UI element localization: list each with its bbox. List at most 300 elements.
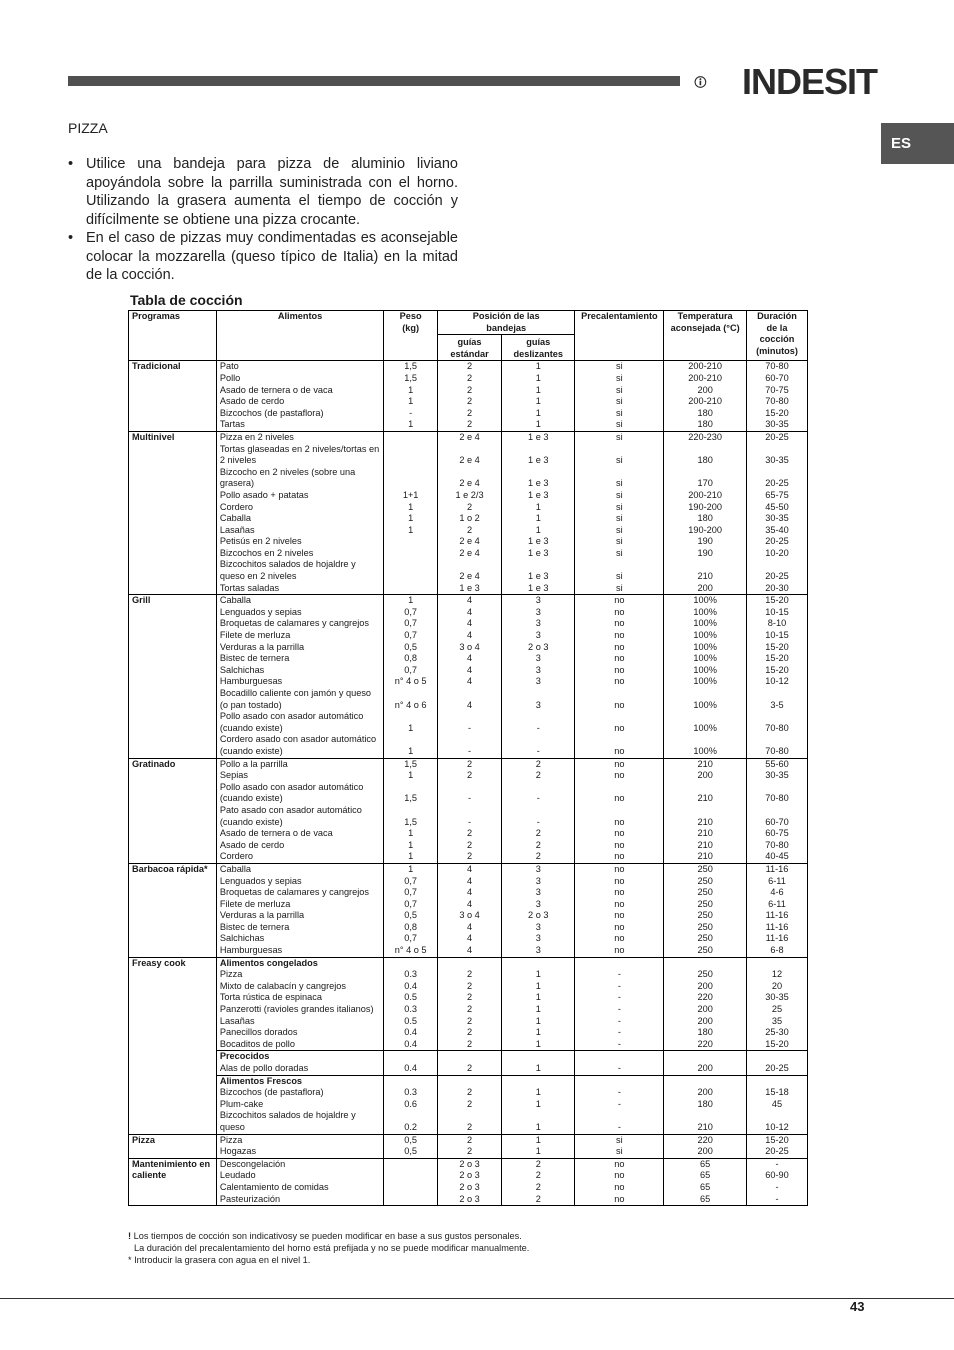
food-cell: Pasteurización [216,1194,383,1206]
sliding-guide-cell [502,1051,575,1063]
preheat-cell: si [575,1134,664,1146]
sliding-guide-cell: 1 [502,1134,575,1146]
temperature-cell: 65 [664,1182,747,1194]
food-cell: Sepias [216,770,383,782]
sliding-guide-cell: 1 [502,1087,575,1099]
note-line [128,1230,529,1242]
sliding-guide-cell [502,957,575,969]
duration-cell: 45-50 [746,502,807,514]
temperature-cell: 200 [664,1016,747,1028]
weight-cell [384,1170,438,1182]
preheat-cell: no [575,782,664,805]
preheat-cell: no [575,828,664,840]
duration-cell: - [746,1182,807,1194]
table-row [129,431,808,443]
food-cell: Alimentos Frescos [216,1075,383,1087]
table-body [129,361,808,1206]
standard-guide-cell: 2 [438,828,502,840]
table-row [129,1075,808,1087]
table-row [129,642,808,654]
standard-guide-cell: 2 o 3 [438,1182,502,1194]
temperature-cell: 100% [664,653,747,665]
table-row [129,408,808,420]
sliding-guide-cell: 1 [502,525,575,537]
duration-cell: 15-20 [746,1134,807,1146]
preheat-cell: - [575,1087,664,1099]
sliding-guide-cell: 1 e 3 [502,548,575,560]
food-cell: Pizza [216,969,383,981]
preheat-cell: si [575,396,664,408]
duration-cell: 30-35 [746,770,807,782]
weight-cell: 1 [384,502,438,514]
header-guias-deslizantes: guías deslizantes [502,335,575,361]
duration-cell: 40-45 [746,851,807,863]
preheat-cell: no [575,758,664,770]
standard-guide-cell: 4 [438,688,502,711]
preheat-cell: si [575,559,664,582]
preheat-cell: si [575,419,664,431]
standard-guide-cell: 2 [438,992,502,1004]
temperature-cell: 200-210 [664,373,747,385]
temperature-cell: 200-210 [664,490,747,502]
temperature-cell: 100% [664,607,747,619]
food-cell: Salchichas [216,665,383,677]
sliding-guide-cell: - [502,711,575,734]
sliding-guide-cell: 1 [502,1004,575,1016]
food-cell: Bocadillo caliente con jamón y queso (o pan tostado) [216,688,383,711]
food-cell: Caballa [216,863,383,875]
food-cell: Verduras a la parrilla [216,642,383,654]
table-row [129,618,808,630]
duration-cell: 15-20 [746,595,807,607]
food-cell: Bocaditos de pollo [216,1039,383,1051]
preheat-cell: no [575,642,664,654]
weight-cell: 0.2 [384,1110,438,1134]
preheat-cell: no [575,887,664,899]
weight-cell [384,1158,438,1170]
program-cell: Tradicional [129,361,217,432]
preheat-cell: si [575,525,664,537]
standard-guide-cell: - [438,805,502,828]
weight-cell: 1 [384,525,438,537]
weight-cell: 0,7 [384,618,438,630]
duration-cell: 6-11 [746,876,807,888]
standard-guide-cell: 4 [438,595,502,607]
weight-cell: 0.5 [384,1016,438,1028]
preheat-cell: si [575,502,664,514]
weight-cell [384,536,438,548]
food-cell: Pato asado con asador automático (cuando existe) [216,805,383,828]
food-cell: Caballa [216,595,383,607]
sliding-guide-cell: 1 [502,969,575,981]
table-row [129,525,808,537]
preheat-cell: si [575,444,664,467]
standard-guide-cell: - [438,711,502,734]
preheat-cell: no [575,688,664,711]
sliding-guide-cell: 3 [502,863,575,875]
food-cell: Pizza en 2 niveles [216,431,383,443]
table-row [129,665,808,677]
table-row [129,770,808,782]
sliding-guide-cell: 3 [502,676,575,688]
temperature-cell: 200 [664,770,747,782]
table-row [129,981,808,993]
preheat-cell: no [575,618,664,630]
food-cell: Panzerotti (ravioles grandes italianos) [216,1004,383,1016]
weight-cell: 1 [384,419,438,431]
duration-cell: 20-25 [746,559,807,582]
weight-cell: - [384,408,438,420]
table-row [129,1004,808,1016]
weight-cell: 0.4 [384,1063,438,1075]
weight-cell: 0.4 [384,1039,438,1051]
food-cell: Hamburguesas [216,676,383,688]
duration-cell: 10-12 [746,1110,807,1134]
preheat-cell: no [575,770,664,782]
weight-cell: 0,7 [384,630,438,642]
preheat-cell: no [575,805,664,828]
standard-guide-cell: 4 [438,665,502,677]
weight-cell: 0.3 [384,1004,438,1016]
table-row [129,396,808,408]
weight-cell: 0.4 [384,1027,438,1039]
temperature-cell: 100% [664,618,747,630]
sliding-guide-cell: 1 [502,396,575,408]
cooking-table [128,310,808,1206]
standard-guide-cell: 1 e 2/3 [438,490,502,502]
header-programas: Programas [129,311,217,361]
food-cell: Hogazas [216,1146,383,1158]
food-cell: Calentamiento de comidas [216,1182,383,1194]
sliding-guide-cell: 1 [502,1027,575,1039]
header-duracion: Duración de la cocción (minutos) [746,311,807,361]
preheat-cell: si [575,431,664,443]
program-cell: Multinivel [129,431,217,594]
weight-cell: 0.4 [384,981,438,993]
sliding-guide-cell: 3 [502,899,575,911]
preheat-cell: no [575,899,664,911]
preheat-cell: - [575,1110,664,1134]
standard-guide-cell: 2 [438,1016,502,1028]
standard-guide-cell: 2 [438,502,502,514]
preheat-cell: - [575,969,664,981]
table-row [129,548,808,560]
duration-cell: 60-70 [746,373,807,385]
food-cell: Plum-cake [216,1099,383,1111]
weight-cell: 0,8 [384,922,438,934]
weight-cell [384,583,438,595]
header-peso: Peso (kg) [384,311,438,361]
duration-cell: 3-5 [746,688,807,711]
preheat-cell: - [575,1039,664,1051]
weight-cell: 0,5 [384,1146,438,1158]
preheat-cell: si [575,548,664,560]
temperature-cell: 100% [664,688,747,711]
standard-guide-cell: 2 e 4 [438,536,502,548]
table-row [129,992,808,1004]
food-cell: Lenguados y sepias [216,607,383,619]
table-row [129,419,808,431]
standard-guide-cell: 2 [438,770,502,782]
preheat-cell: no [575,851,664,863]
table-row [129,653,808,665]
duration-cell: 70-80 [746,840,807,852]
duration-cell: 30-35 [746,992,807,1004]
sliding-guide-cell: 1 e 3 [502,467,575,490]
preheat-cell: - [575,1099,664,1111]
standard-guide-cell: 2 e 4 [438,559,502,582]
duration-cell: 20-25 [746,431,807,443]
standard-guide-cell: 2 [438,1110,502,1134]
standard-guide-cell: 2 [438,419,502,431]
weight-cell: 0,7 [384,665,438,677]
food-cell: Salchichas [216,933,383,945]
temperature-cell: 250 [664,969,747,981]
food-cell: Pollo asado + patatas [216,490,383,502]
standard-guide-cell: 4 [438,933,502,945]
food-cell: Asado de cerdo [216,396,383,408]
bullet-item [68,229,458,285]
standard-guide-cell: 2 [438,851,502,863]
preheat-cell: no [575,630,664,642]
temperature-cell: 220 [664,992,747,1004]
duration-cell: 30-35 [746,419,807,431]
sliding-guide-cell: 2 [502,1194,575,1206]
duration-cell: 65-75 [746,490,807,502]
temperature-cell: 250 [664,945,747,957]
food-cell: Petisús en 2 niveles [216,536,383,548]
weight-cell: 0,7 [384,887,438,899]
table-row [129,828,808,840]
sliding-guide-cell: 1 [502,1039,575,1051]
sliding-guide-cell: 3 [502,945,575,957]
standard-guide-cell: 2 [438,385,502,397]
sliding-guide-cell: 1 [502,1063,575,1075]
weight-cell: 0.6 [384,1099,438,1111]
table-row [129,711,808,734]
table-row [129,805,808,828]
sliding-guide-cell: 3 [502,665,575,677]
food-cell: Tortas glaseadas en 2 niveles/tortas en 2 niveles [216,444,383,467]
standard-guide-cell: 2 [438,1099,502,1111]
duration-cell: - [746,1194,807,1206]
sliding-guide-cell: 1 e 3 [502,536,575,548]
duration-cell: 11-16 [746,933,807,945]
table-row [129,782,808,805]
duration-cell: 15-18 [746,1087,807,1099]
weight-cell: 1 [384,396,438,408]
preheat-cell: si [575,373,664,385]
food-cell: Descongelación [216,1158,383,1170]
food-cell: Asado de ternera o de vaca [216,828,383,840]
temperature-cell: 210 [664,1110,747,1134]
food-cell: Tartas [216,419,383,431]
food-cell: Filete de merluza [216,630,383,642]
temperature-cell: 220 [664,1134,747,1146]
duration-cell: - [746,1158,807,1170]
preheat-cell: si [575,408,664,420]
food-cell: Broquetas de calamares y cangrejos [216,887,383,899]
food-cell: Bizcochitos salados de hojaldre y queso en 2 niveles [216,559,383,582]
table-row [129,676,808,688]
duration-cell: 20-25 [746,467,807,490]
sliding-guide-cell: 3 [502,653,575,665]
temperature-cell: 210 [664,782,747,805]
standard-guide-cell: 2 [438,981,502,993]
weight-cell [384,559,438,582]
table-row [129,595,808,607]
temperature-cell: 100% [664,676,747,688]
sliding-guide-cell: 1 [502,361,575,373]
temperature-cell: 180 [664,419,747,431]
temperature-cell: 210 [664,758,747,770]
preheat-cell: - [575,992,664,1004]
duration-cell: 10-20 [746,548,807,560]
weight-cell: 1,5 [384,782,438,805]
preheat-cell: no [575,876,664,888]
table-row [129,910,808,922]
duration-cell: 60-90 [746,1170,807,1182]
preheat-cell: - [575,1027,664,1039]
table-row [129,502,808,514]
food-cell: Cordero [216,851,383,863]
preheat-cell: no [575,840,664,852]
sliding-guide-cell: 3 [502,595,575,607]
duration-cell: 20 [746,981,807,993]
standard-guide-cell: 4 [438,945,502,957]
food-cell: Pato [216,361,383,373]
temperature-cell: 65 [664,1158,747,1170]
duration-cell: 70-80 [746,361,807,373]
duration-cell: 15-20 [746,665,807,677]
weight-cell: 1,5 [384,805,438,828]
preheat-cell: no [575,933,664,945]
preheat-cell: si [575,490,664,502]
table-row [129,969,808,981]
temperature-cell: 190-200 [664,525,747,537]
standard-guide-cell: 1 o 2 [438,513,502,525]
food-cell: Bizcocho en 2 niveles (sobre una grasera) [216,467,383,490]
sliding-guide-cell: 1 [502,1146,575,1158]
temperature-cell: 100% [664,665,747,677]
duration-cell: 25 [746,1004,807,1016]
sliding-guide-cell: 3 [502,876,575,888]
standard-guide-cell [438,1051,502,1063]
weight-cell: 0,5 [384,910,438,922]
weight-cell: 1 [384,840,438,852]
standard-guide-cell: 4 [438,607,502,619]
duration-cell: 10-15 [746,607,807,619]
food-cell: Mixto de calabacín y cangrejos [216,981,383,993]
sliding-guide-cell: 1 [502,385,575,397]
food-cell: Pollo asado con asador automático (cuando existe) [216,782,383,805]
duration-cell: 15-20 [746,1039,807,1051]
temperature-cell: 220 [664,1039,747,1051]
preheat-cell: no [575,1194,664,1206]
standard-guide-cell: 2 o 3 [438,1170,502,1182]
temperature-cell: 200 [664,1004,747,1016]
food-cell: Pollo asado con asador automático (cuando existe) [216,711,383,734]
weight-cell [384,1051,438,1063]
temperature-cell: 250 [664,863,747,875]
preheat-cell: no [575,1182,664,1194]
program-cell: Pizza [129,1134,217,1158]
bullet-dot-icon: • [68,156,74,172]
table-row [129,1170,808,1182]
temperature-cell: 180 [664,1099,747,1111]
temperature-cell: 100% [664,595,747,607]
duration-cell: 4-6 [746,887,807,899]
standard-guide-cell: 4 [438,863,502,875]
standard-guide-cell: 2 o 3 [438,1158,502,1170]
duration-cell: 35-40 [746,525,807,537]
food-cell: Asado de ternera o de vaca [216,385,383,397]
table-row [129,444,808,467]
preheat-cell: no [575,653,664,665]
sliding-guide-cell: 3 [502,630,575,642]
bullet-dot-icon: • [68,230,74,246]
temperature-cell [664,957,747,969]
standard-guide-cell: 2 [438,1087,502,1099]
temperature-cell: 180 [664,1027,747,1039]
preheat-cell: si [575,1146,664,1158]
indesit-logo-icon [694,58,742,106]
duration-cell: 70-75 [746,385,807,397]
standard-guide-cell: 2 [438,361,502,373]
weight-cell: 1 [384,595,438,607]
food-cell: Asado de cerdo [216,840,383,852]
sliding-guide-cell: 2 o 3 [502,642,575,654]
table-row [129,922,808,934]
temperature-cell: 220-230 [664,431,747,443]
table-row [129,583,808,595]
food-cell: Panecillos dorados [216,1027,383,1039]
table-row [129,490,808,502]
table-row [129,1099,808,1111]
duration-cell: 20-25 [746,536,807,548]
standard-guide-cell: 2 [438,1027,502,1039]
duration-cell: 15-20 [746,653,807,665]
weight-cell: 0,7 [384,607,438,619]
weight-cell [384,1182,438,1194]
preheat-cell: no [575,711,664,734]
standard-guide-cell: - [438,734,502,758]
table-row [129,467,808,490]
table-row [129,361,808,373]
weight-cell: 1 [384,711,438,734]
preheat-cell [575,1051,664,1063]
food-cell: Bistec de ternera [216,653,383,665]
language-tab[interactable]: ES [881,123,954,164]
duration-cell: 10-12 [746,676,807,688]
weight-cell: 0,5 [384,642,438,654]
sliding-guide-cell: 1 [502,981,575,993]
food-cell: Precocidos [216,1051,383,1063]
preheat-cell: no [575,863,664,875]
duration-cell: 30-35 [746,444,807,467]
sliding-guide-cell: 1 [502,502,575,514]
sliding-guide-cell: 1 [502,408,575,420]
preheat-cell: no [575,922,664,934]
standard-guide-cell: 2 [438,969,502,981]
bullet-item [68,155,458,229]
standard-guide-cell [438,957,502,969]
sliding-guide-cell: 1 e 3 [502,583,575,595]
header-temperatura: Temperatura aconsejada (°C) [664,311,747,361]
weight-cell: 0.3 [384,1087,438,1099]
sliding-guide-cell: 1 e 3 [502,490,575,502]
preheat-cell: si [575,467,664,490]
